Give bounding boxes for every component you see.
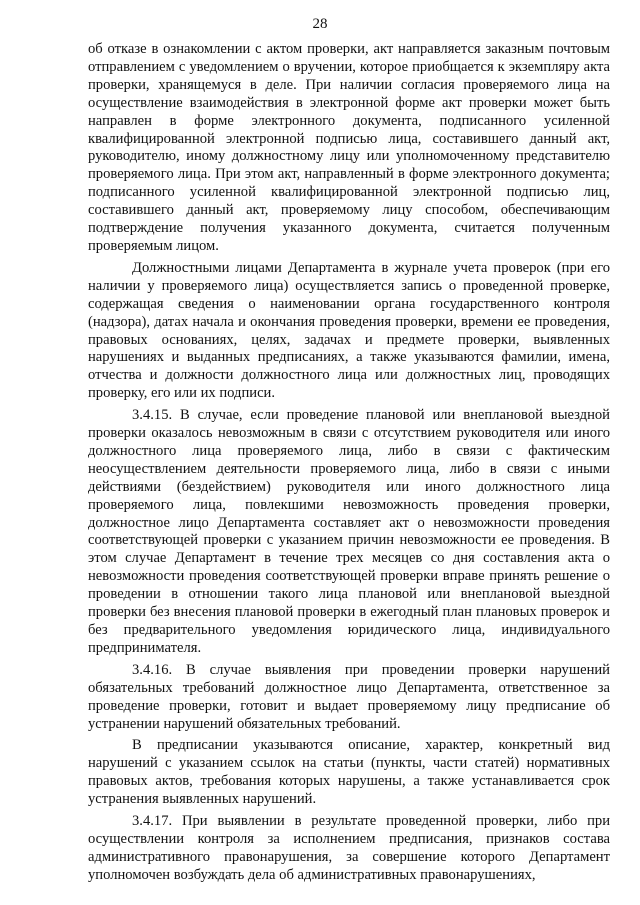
paragraph-continuation: об отказе в ознакомлении с актом проверки, акт направляется заказным почтовым отправлением с уведомлением о вручении, которое приобщается к экземпляру акта проверки, хранящемуся в деле. При наличии согласия проверяемого лица на осуществление взаимодействия в электронной форме акт проверки может быть направлен в форме электронного документа, подписанного усиленной квалифицированной электронной подписью лица, составившего данный акт, руководителю, иному должностному лицу или уполномоченному представителю проверяемого лица. При этом акт, направленный в форме электронного документа; подписанного усиленной квалифицированной электронной подписью лиц, составившего данный акт, проверяемому лицу способом, обеспечивающим подтверждение получения указанного документа, считается полученным проверяемым лицом. bbox=[88, 41, 610, 254]
paragraph-3-4-17: 3.4.17. При выявлении в результате проведенной проверки, либо при осуществлении контроля за исполнением предписания, признаков состава административного правонарушения, за совершение которого Департамент уполномочен возбуждать дела об административных правонарушениях, bbox=[88, 813, 610, 883]
document-body bbox=[88, 41, 610, 889]
paragraph-inspection-journal: Должностными лицами Департамента в журнале учета проверок (при его наличии у проверяемого лица) осуществляется запись о проведенной проверке, содержащая сведения о наименовании органа государственного контроля (надзора), датах начала и окончания проведения проверки, времени ее проведения, правовых основаниях, целях, задачах и предмете проверки, выявленных нарушениях и выданных предписаниях, а также указываются фамилии, имена, отчества и должности должностного лица или должностных лиц, проводящих проверку, его или их подписи. bbox=[88, 259, 610, 402]
paragraph-prescription-content: В предписании указываются описание, характер, конкретный вид нарушений с указанием ссылок на статьи (пункты, части статей) нормативных правовых актов, требования которых нарушены, а также устанавливается срок устранения выявленных нарушений. bbox=[88, 737, 610, 808]
paragraph-3-4-16: 3.4.16. В случае выявления при проведении проверки нарушений обязательных требований должностное лицо Департамента, ответственное за проведение проверки, готовит и выдает проверяемому лицу предписание об устранении нарушений обязательных требований. bbox=[88, 661, 610, 732]
page-number: 28 bbox=[312, 16, 328, 32]
paragraph-3-4-15: 3.4.15. В случае, если проведение плановой или внеплановой выездной проверки оказалось невозможным в связи с отсутствием руководителя или иного должностного лица проверяемого лица, либо в связи с фактическим неосуществлением деятельности проверяемого лица, либо в связи с иными действиями (бездействием) руководителя или иного должностного лица проверяемого лица, повлекшими невозможность проведения проверки, должностное лицо Департамента составляет акт о невозможности проведения соответствующей проверки с указанием причин невозможности ее проведения. В этом случае Департамент в течение трех месяцев со дня составления акта о невозможности проведения соответствующей проверки вправе принять решение о проведении в отношении такого лица плановой или внеплановой выездной проверки без внесения плановой проверки в ежегодный план плановых проверок и без предварительного уведомления юридического лица, индивидуального предпринимателя. bbox=[88, 407, 610, 656]
